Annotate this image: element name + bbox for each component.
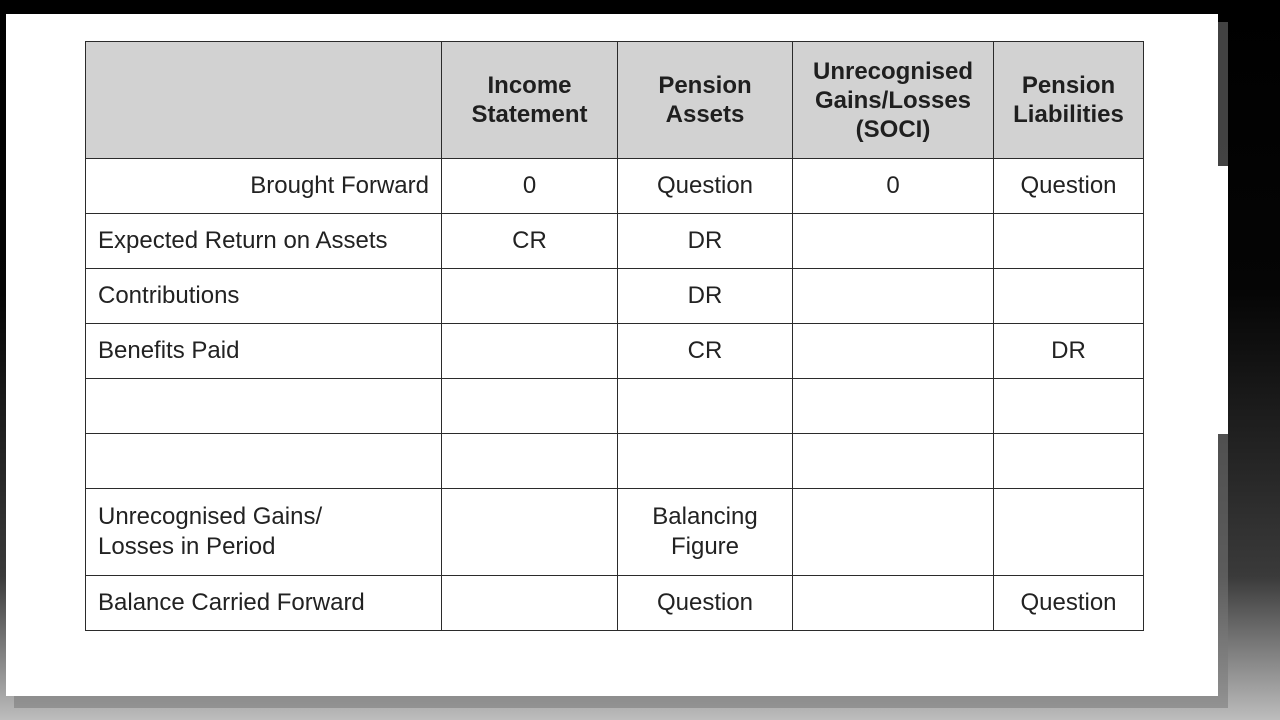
table-row (86, 214, 1144, 269)
table-cell (793, 214, 994, 269)
table-cell (793, 489, 994, 576)
table-row (86, 434, 1144, 489)
row-label: Benefits Paid (86, 324, 442, 379)
table-cell (793, 379, 994, 434)
table-cell (442, 269, 618, 324)
header-row (86, 42, 1144, 159)
header-text: Pension (658, 72, 752, 99)
table-row (86, 576, 1144, 631)
header-text: Liabilities (1013, 101, 1124, 128)
slide (6, 14, 1218, 696)
table-cell (618, 489, 793, 576)
header-pension-assets (618, 42, 793, 159)
table-row (86, 269, 1144, 324)
cell-line: Figure (670, 533, 740, 560)
table-cell (442, 379, 618, 434)
table-cell (618, 434, 793, 489)
row-label-line: Losses in Period (98, 533, 276, 560)
table-cell (442, 324, 618, 379)
table-row (86, 159, 1144, 214)
cell-line: Balancing (652, 503, 758, 530)
table-cell (994, 379, 1144, 434)
table-cell: CR (618, 324, 793, 379)
row-label: Contributions (86, 269, 442, 324)
row-label (86, 379, 442, 434)
table-cell (994, 434, 1144, 489)
table-cell: DR (994, 324, 1144, 379)
header-unrecognised-gains-losses (793, 42, 994, 159)
row-label: Balance Carried Forward (86, 576, 442, 631)
table-cell (994, 489, 1144, 576)
header-text: (SOCI) (855, 115, 931, 143)
header-text: Unrecognised (812, 57, 974, 85)
table-cell (793, 434, 994, 489)
row-label (86, 434, 442, 489)
table-cell: CR (442, 214, 618, 269)
table-row (86, 379, 1144, 434)
slide-edge (1218, 166, 1228, 434)
table-cell (442, 576, 618, 631)
row-label: Expected Return on Assets (86, 214, 442, 269)
table-cell (442, 434, 618, 489)
table-cell: Question (618, 159, 793, 214)
table-cell (793, 269, 994, 324)
table-cell (442, 489, 618, 576)
row-label-line: Unrecognised Gains/ (98, 503, 323, 530)
table-cell (994, 214, 1144, 269)
header-income-statement (442, 42, 618, 159)
table-cell (793, 324, 994, 379)
header-text: Income (487, 72, 572, 99)
table-cell: Question (994, 159, 1144, 214)
table-cell: DR (618, 269, 793, 324)
row-label: Brought Forward (86, 159, 442, 214)
table-cell (618, 379, 793, 434)
header-text: Assets (665, 101, 745, 128)
header-text: Pension (1021, 72, 1116, 99)
table-cell: Question (618, 576, 793, 631)
table-row (86, 324, 1144, 379)
table-cell (793, 576, 994, 631)
header-text: Statement (471, 101, 588, 128)
row-label (86, 489, 442, 576)
header-pension-liabilities (994, 42, 1144, 159)
header-text: Gains/Losses (814, 86, 972, 114)
header-corner (86, 42, 442, 159)
table-cell: DR (618, 214, 793, 269)
table-row (86, 489, 1144, 576)
table-cell: Question (994, 576, 1144, 631)
table-cell: 0 (442, 159, 618, 214)
table-cell (994, 269, 1144, 324)
table-cell: 0 (793, 159, 994, 214)
pension-ledger-table (85, 41, 1144, 631)
